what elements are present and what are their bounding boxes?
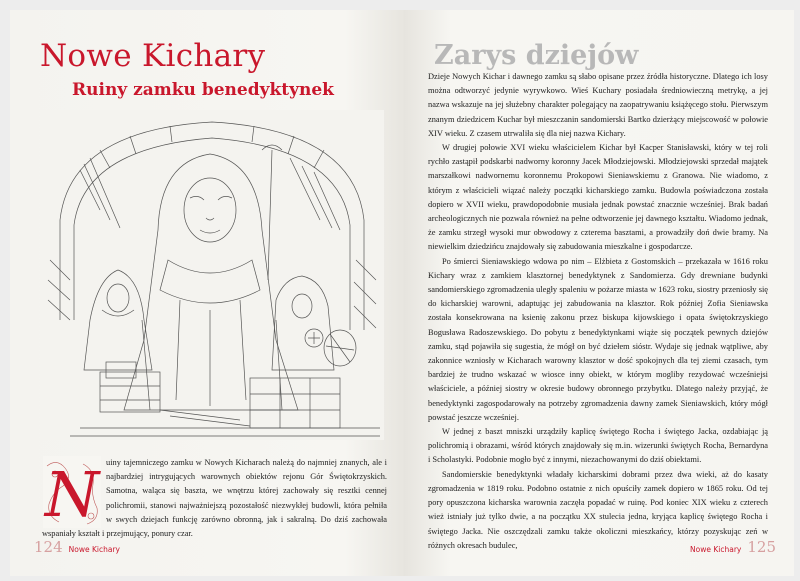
paragraph: W jednej z baszt mniszki urządziły kaplicę świętego Rocha i świętego Jacka, ozdabiając ją polichromią i obrazami, wśród których znajdowały się m.in. wizerunki świętych Rocha, Bernardyna i Scholastyki. Podobnie mogło być z innymi, niezachowanymi do dziś obiektami. [428, 427, 768, 465]
page-subtitle: Ruiny zamku benedyktynek [72, 80, 334, 100]
folio-right [690, 538, 776, 556]
page-title: Nowe Kichary [40, 38, 266, 74]
paragraph: W drugiej połowie XVI wieku właścicielem Kichar był Kacper Stanisławski, który w tej roli rychło zastąpił podskarbi nadworny koronny Jacek Młodziejowski. Młodziejowski sprzedał majątek marszałkowi nadwornemu koronnemu Prokopowi Sieniawskiemu z Granowa. Nie wiadomo, z którym z właścicieli wiązać należy początki kicharskiego zamku. Budowla poświadczona została dopiero w XVII wieku, prawdopodobnie musiała jednak powstać znacznie wcześniej. Brak badań archeologicznych nie pozwala również na pełne odtworzenie jej dawnego kształtu. Wiadomo jednak, że zamku strzegł wysoki mur obwodowy z czterema basztami, a prowadziły doń dwie bramy. Na niewielkim dziedzińcu znajdowały się zabudowania mieszkalne i gospodarcze. [428, 143, 768, 252]
paragraph: Dzieje Nowych Kichar i dawnego zamku są słabo opisane przez źródła historyczne. Dlatego ich losy można odtworzyć jedynie wyrywkowo. Wieś Kuchary posiadała średniowieczną metrykę, a jej nazwa wskazuje na jej służebny charakter polegający na zaopatrywaniu książęcego stołu. Pierwszym znanym dziedzicem Kuchar był mieszczanin sandomierski Bartko dzierżący miejscowość w połowie XIV wieku. Z czasem utrwaliła się dla niej nazwa Kichary. [428, 72, 768, 138]
folio-left [34, 538, 120, 556]
intro-paragraph [42, 456, 387, 541]
page-number-right: 125 [747, 538, 776, 556]
book-spread [10, 10, 794, 576]
running-head-left: Nowe Kichary [68, 545, 120, 554]
right-page [404, 10, 794, 576]
chapter-title: Zarys dziejów [434, 40, 639, 71]
history-text [428, 70, 768, 553]
drop-cap-space [42, 456, 106, 526]
left-page [10, 10, 404, 576]
paragraph: Sandomierskie benedyktynki władały kicharskimi dobrami przez dwa wieki, aż do kasaty zgromadzenia w 1819 roku. Podobno ostatnie z nich opuściły zamek dopiero w 1865 roku. Od tej pory opuszczona kicharska warownia zaczęła popadać w ruinę. Pod koniec XIX wieku z czterech wież istniały już tylko dwie, a na początku XX stulecia jedna, kryjąca kaplicę świętego Rocha i świętego Jacka. Nie oszczędzali zamku także okoliczni mieszkańcy, którzy pozyskując zeń w różnych okresach budulec, [428, 469, 768, 550]
paragraph: Po śmierci Sieniawskiego wdowa po nim – Elżbieta z Gostomskich – przekazała w 1616 roku Kichary wraz z zamkiem klasztornej benedyktynek z Sandomierza. Gdy drewniane budynki sandomierskiego zgromadzenia uległy spaleniu w pożarze miasta w 1623 roku, siostry przeniosły się do kicharskiej warowni, adaptując jej zabudowania na klasztor. Rok później Zofia Sieniawska została konsekrowana na ksienię zakonu przez biskupa kijowskiego i opata świętokrzyskiego Bogusława Radoszewskiego. Do pobytu z benedyktynkami wiąże się początek pewnych dziejów zamku, stąd pojawiła się sugestia, że mógł on być dziełem sióstr. Wydaje się jednak wątpliwe, aby zakonnice wzniosły w Kicharach warowny klasztor w dość spokojnych dla tej ziemi czasach, tym bardziej że trudno wskazać w wiosce inny obiekt, w którym mogliby rezydować wcześniejsi właściciele, a później siostry w okresie budowy obronnego przybytku. Dlatego należy przyjąć, że benedyktynki zagospodarowały na potrzeby zgromadzenia dawny zamek Sieniawskich, który mógł powstać jeszcze wcześniej. [428, 256, 768, 422]
nuns-sketch-illustration [40, 110, 384, 440]
intro-text: uiny tajemniczego zamku w Nowych Kicharach należą do najmniej znanych, ale i najbardziej intrygujących warownych obiektów rejonu Gór Świętokrzyskich. Samotna, waląca się baszta, we wnętrzu której zachowały się resztki cennej polichromii, stanowi najważniejszą pozostałość niezwykłej budowli, która pełniła w swych dziejach funkcję zarówno obronną, jak i sakralną. Do dziś zachowała wspaniały kształt i przejmujący, ponury czar. [42, 458, 387, 539]
running-head-right: Nowe Kichary [690, 545, 742, 554]
page-number-left: 124 [34, 538, 63, 556]
svg-text:N: N [44, 458, 100, 528]
